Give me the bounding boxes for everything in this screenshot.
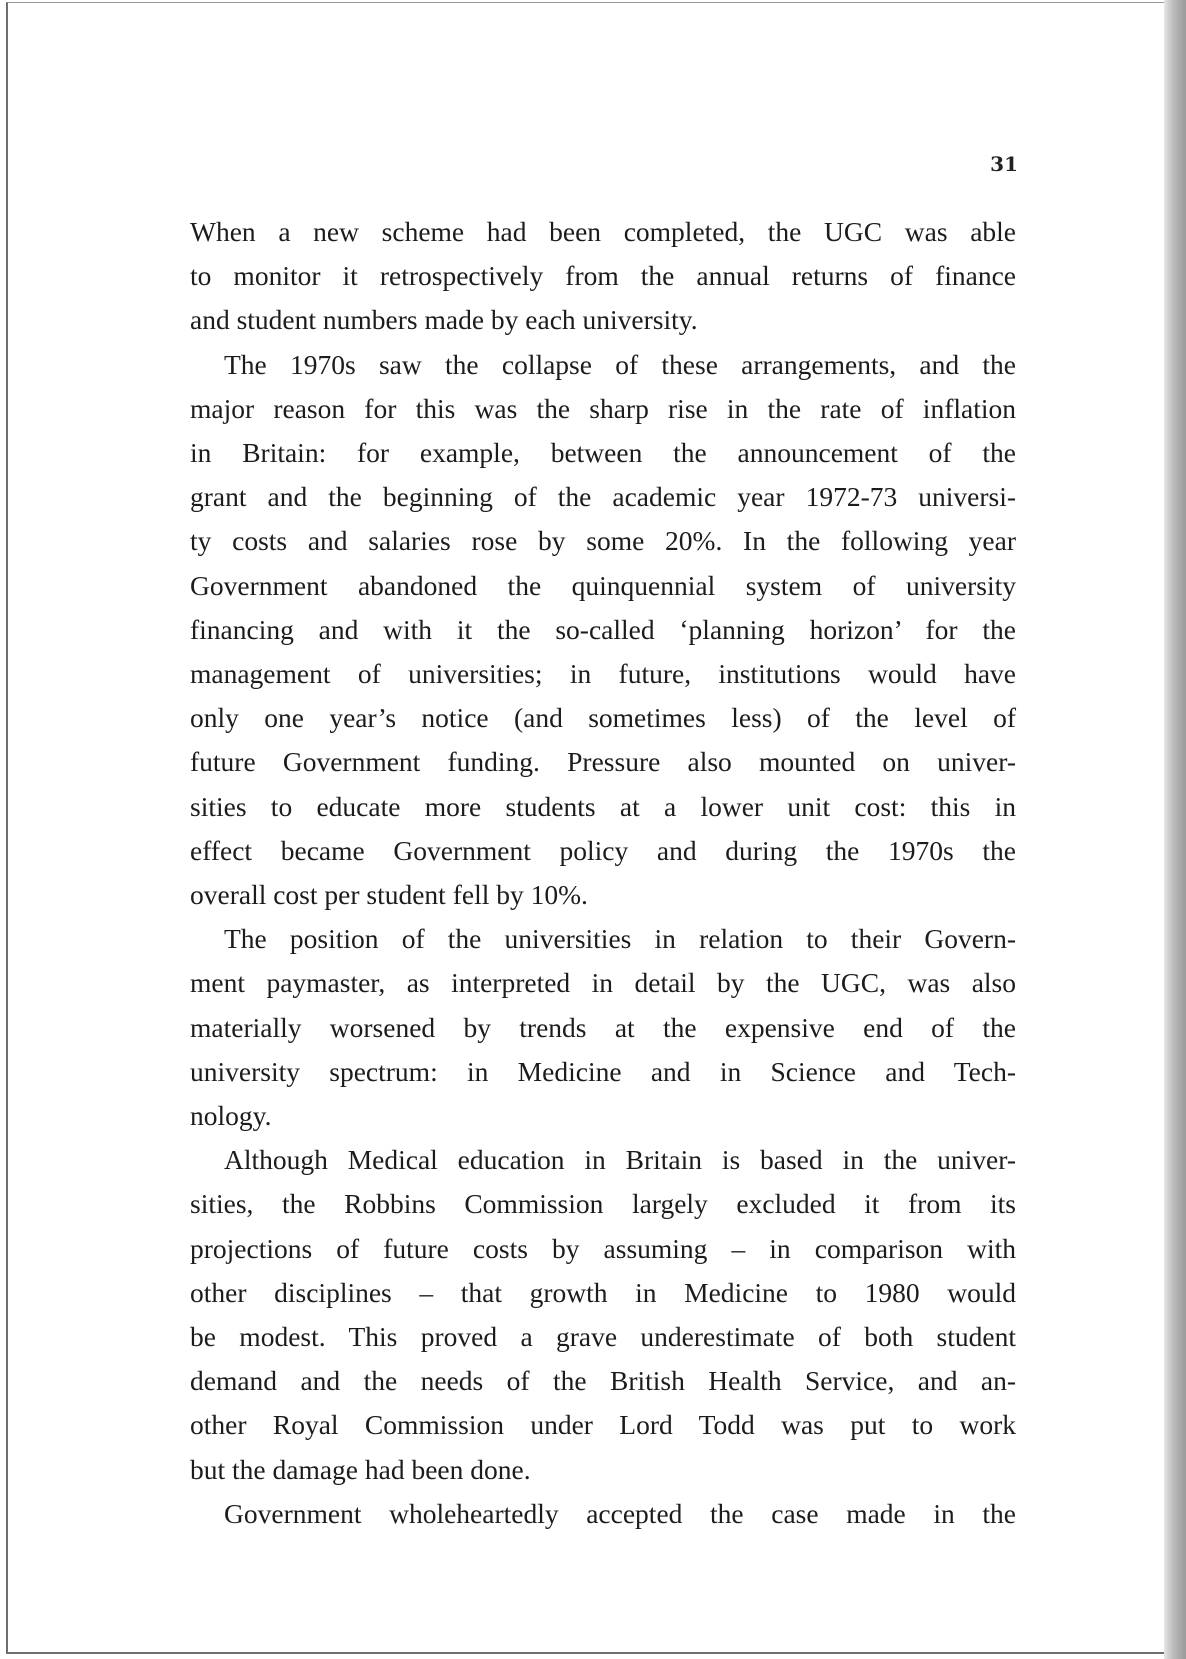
text-line: other Royal Commission under Lord Todd was put to work: [190, 1409, 1016, 1441]
text-line: be modest. This proved a grave underestimate of both student: [190, 1321, 1016, 1353]
page-number: 31: [990, 152, 1018, 176]
body-text: [190, 210, 1016, 1536]
text-line: Although Medical education in Britain is based in the univer-: [224, 1144, 1016, 1176]
text-line: other disciplines – that growth in Medicine to 1980 would: [190, 1276, 1016, 1308]
text-line: sities to educate more students at a lower unit cost: this in: [190, 790, 1016, 822]
text-line: The position of the universities in relation to their Govern-: [224, 923, 1016, 955]
text-line: and student numbers made by each university.: [190, 304, 698, 336]
text-line: materially worsened by trends at the expensive end of the: [190, 1011, 1016, 1043]
text-line: grant and the beginning of the academic year 1972-73 universi-: [190, 481, 1016, 513]
text-line: major reason for this was the sharp rise in the rate of inflation: [190, 392, 1016, 424]
text-line: demand and the needs of the British Health Service, and an-: [190, 1365, 1016, 1397]
text-line: Government abandoned the quinquennial system of university: [190, 569, 1016, 601]
text-line: ment paymaster, as interpreted in detail by the UGC, was also: [190, 967, 1016, 999]
text-line: effect became Government policy and during the 1970s the: [190, 834, 1016, 866]
text-line: in Britain: for example, between the announcement of the: [190, 437, 1016, 469]
text-line: Government wholeheartedly accepted the case made in the: [224, 1497, 1016, 1529]
text-line: management of universities; in future, institutions would have: [190, 658, 1016, 690]
text-line: sities, the Robbins Commission largely excluded it from its: [190, 1188, 1016, 1220]
text-line: nology.: [190, 1100, 272, 1132]
text-line: but the damage had been done.: [190, 1453, 531, 1485]
text-line: university spectrum: in Medicine and in Science and Tech-: [190, 1055, 1016, 1087]
text-line: overall cost per student fell by 10%.: [190, 879, 588, 911]
text-line: future Government funding. Pressure also mounted on univer-: [190, 746, 1016, 778]
text-line: When a new scheme had been completed, the UGC was able: [190, 216, 1016, 247]
text-line: projections of future costs by assuming – in comparison with: [190, 1232, 1016, 1264]
text-line: only one year’s notice (and sometimes less) of the level of: [190, 702, 1016, 734]
text-line: financing and with it the so-called ‘planning horizon’ for the: [190, 613, 1016, 645]
text-line: The 1970s saw the collapse of these arrangements, and the: [224, 348, 1016, 380]
text-line: to monitor it retrospectively from the annual returns of finance: [190, 260, 1016, 292]
page-edge-shadow: [1164, 0, 1186, 1659]
text-line: ty costs and salaries rose by some 20%. In the following year: [190, 525, 1016, 557]
